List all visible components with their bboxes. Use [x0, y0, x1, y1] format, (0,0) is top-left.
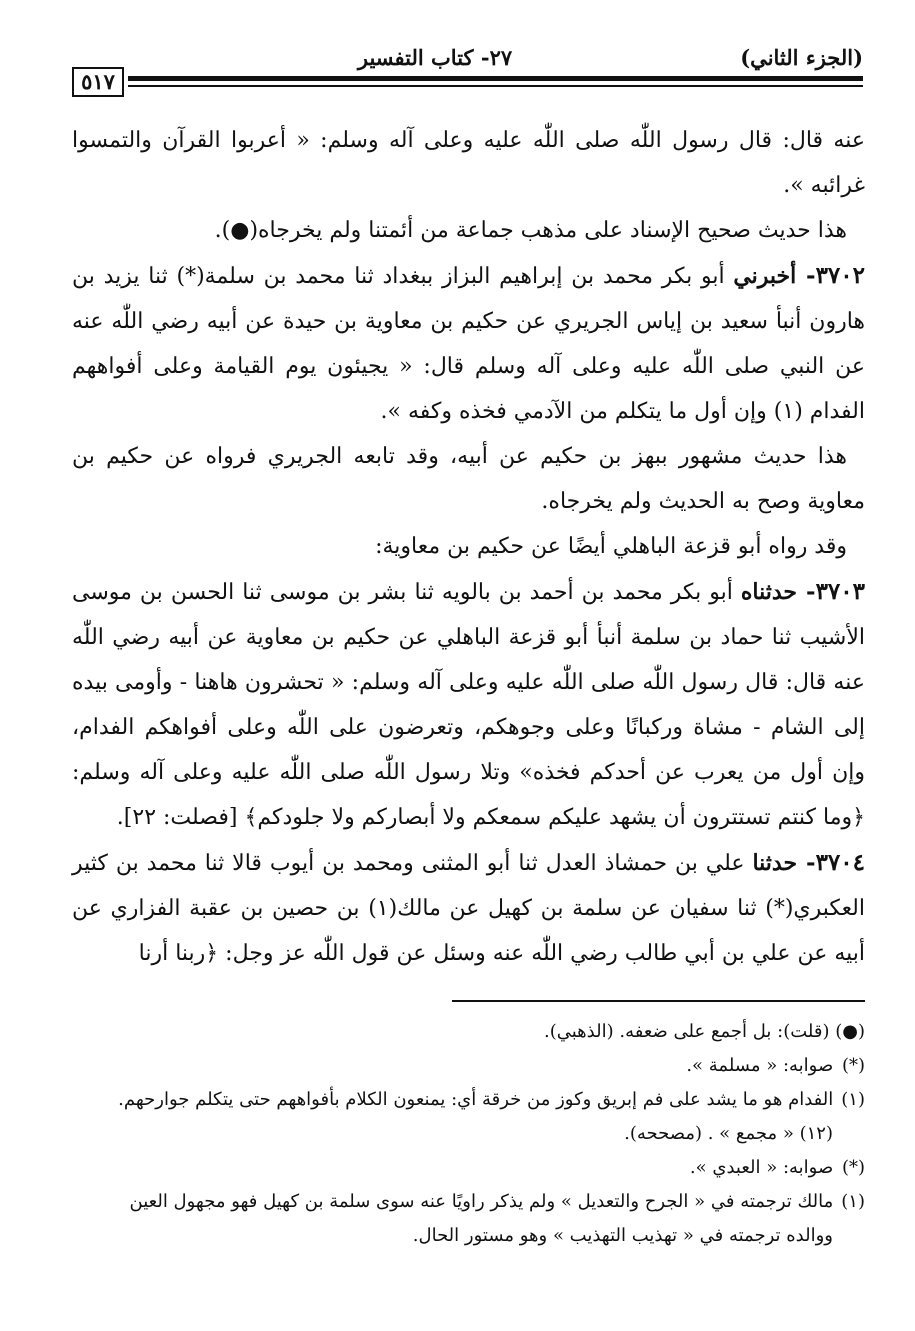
book-title: ٢٧- كتاب التفسير	[357, 45, 513, 70]
hadith-text: أبو بكر محمد بن إبراهيم البزاز ببغداد ثنا محمد بن سلمة(*) ثنا يزيد بن هارون أنبأ سعيد بن إياس الجريري عن حكيم بن معاوية بن حيدة عن أبيه رضي اللّٰه عنه عن النبي صلى اللّٰه عليه وعلى آله وسلم قال: « يجيئون يوم القيامة وعلى أفواههم الفدام (١) وإن أول ما يتكلم من الآدمي فخذه وكفه ».	[72, 264, 865, 424]
header-rule-thick	[128, 76, 863, 81]
footnote	[72, 1151, 865, 1185]
hadith-3703: ٣٧٠٣- حدثناه أبو بكر محمد بن أحمد بن بالويه ثنا بشر بن موسى ثنا الحسن بن موسى الأشيب ثنا حماد بن سلمة أنبأ أبو قزعة الباهلي عن حكيم بن معاوية عن أبيه رضي اللّٰه عنه قال: قال رسول اللّٰه صلى اللّٰه عليه وعلى آله وسلم: « تحشرون هاهنا - وأومى بيده إلى الشام - مشاة وركبانًا وعلى وجوهكم، وتعرضون على اللّٰه وعلى أفواهكم الفدام، وإن أول من يعرب عن أحدكم فخذه» وتلا رسول اللّٰه صلى اللّٰه عليه وعلى آله وسلم: ﴿وما كنتم تستترون أن يشهد عليكم سمعكم ولا أبصاركم ولا جلودكم﴾ [فصلت: ٢٢].	[72, 578, 865, 830]
footnote-marker: (●)	[835, 1021, 865, 1042]
paragraph-narration-note: وقد رواه أبو قزعة الباهلي أيضًا عن حكيم بن معاوية:	[375, 534, 847, 559]
footnote	[72, 1015, 865, 1049]
footnote-continuation: ووالده ترجمته في « تهذيب التهذيب » وهو مستور الحال.	[412, 1225, 833, 1246]
footnote-marker: (١)	[841, 1191, 865, 1212]
hadith-3704: ٣٧٠٤- حدثنا علي بن حمشاذ العدل ثنا أبو المثنى ومحمد بن أيوب قالا ثنا محمد بن كثير العكبري(*) ثنا سفيان عن سلمة بن كهيل عن مالك(١) بن حصين بن عقبة الفزاري عن أبيه عن علي بن أبي طالب رضي اللّٰه عنه وسئل عن قول اللّٰه عز وجل: ﴿ربنا أرنا	[72, 849, 865, 966]
footnote	[72, 1083, 865, 1117]
hadith-3702: ٣٧٠٢- أخبرني أبو بكر محمد بن إبراهيم البزاز ببغداد ثنا محمد بن سلمة(*) ثنا يزيد بن هارون أنبأ سعيد بن إياس الجريري عن حكيم بن معاوية بن حيدة عن أبيه رضي اللّٰه عنه عن النبي صلى اللّٰه عليه وعلى آله وسلم قال: « يجيئون يوم القيامة وعلى أفواههم الفدام (١) وإن أول ما يتكلم من الآدمي فخذه وكفه ».	[72, 262, 865, 424]
header-rule-thin	[128, 85, 863, 87]
footnote-rule	[452, 1000, 865, 1002]
footnote-text: صوابه: « العبدي ».	[689, 1157, 834, 1178]
hadith-keyword: أخبرني	[733, 263, 797, 289]
hadith-number: ٣٧٠٣	[815, 578, 865, 605]
footnote-marker: (١)	[841, 1089, 865, 1110]
hadith-keyword: حدثنا	[752, 850, 798, 876]
footnote-text: مالك ترجمته في « الجرح والتعديل » ولم يذكر راويًا عنه سوى سلمة بن كهيل فهو مجهول العين	[129, 1191, 834, 1212]
hadith-number: ٣٧٠٢	[815, 262, 865, 289]
footnote-continuation: (١٢) « مجمع » . (مصححه).	[624, 1123, 833, 1144]
volume-label: (الجزء الثاني)	[740, 45, 863, 70]
main-text	[72, 118, 865, 976]
footnote-marker: (*)	[841, 1055, 865, 1076]
paragraph-grading: هذا حديث صحيح الإسناد على مذهب جماعة من أئمتنا ولم يخرجاه(●).	[214, 218, 847, 243]
hadith-text: علي بن حمشاذ العدل ثنا أبو المثنى ومحمد بن أيوب قالا ثنا محمد بن كثير العكبري(*) ثنا سفيان عن سلمة بن كهيل عن مالك(١) بن حصين بن عقبة الفزاري عن أبيه عن علي بن أبي طالب رضي اللّٰه عنه وسئل عن قول اللّٰه عز وجل: ﴿ربنا أرنا	[72, 851, 865, 966]
paragraph-commentary: هذا حديث مشهور ببهز بن حكيم عن أبيه، وقد تابعه الجريري فرواه عن حكيم بن معاوية وصح به الحديث ولم يخرجاه.	[72, 444, 865, 514]
hadith-keyword: حدثناه	[740, 579, 797, 605]
footnote	[72, 1185, 865, 1219]
footnote-text: صوابه: « مسلمة ».	[686, 1055, 834, 1076]
footnote-text: (قلت): بل أجمع على ضعفه. (الذهبي).	[544, 1021, 830, 1042]
footnotes	[72, 1015, 865, 1253]
page-number: ٥١٧	[72, 67, 124, 97]
hadith-text: أبو بكر محمد بن أحمد بن بالويه ثنا بشر بن موسى ثنا الحسن بن موسى الأشيب ثنا حماد بن سلمة أنبأ أبو قزعة الباهلي عن حكيم بن معاوية عن أبيه رضي اللّٰه عنه قال: قال رسول اللّٰه صلى اللّٰه عليه وعلى آله وسلم: « تحشرون هاهنا - وأومى بيده إلى الشام - مشاة وركبانًا وعلى وجوهكم، وتعرضون على اللّٰه وعلى أفواهكم الفدام، وإن أول من يعرب عن أحدكم فخذه» وتلا رسول اللّٰه صلى اللّٰه عليه وعلى آله وسلم: ﴿وما كنتم تستترون أن يشهد عليكم سمعكم ولا أبصاركم ولا جلودكم﴾ [فصلت: ٢٢].	[72, 580, 865, 830]
footnote	[72, 1049, 865, 1083]
footnote-marker: (*)	[841, 1157, 865, 1178]
paragraph-hadith-end: عنه قال: قال رسول اللّٰه صلى اللّٰه عليه وعلى آله وسلم: « أعربوا القرآن والتمسوا غرائبه ».	[72, 128, 865, 198]
hadith-number: ٣٧٠٤	[815, 849, 865, 876]
footnote-text: الفدام هو ما يشد على فم إبريق وكوز من خرقة أي: يمنعون الكلام بأفواههم حتى يتكلم جوارحهم.	[118, 1089, 834, 1110]
